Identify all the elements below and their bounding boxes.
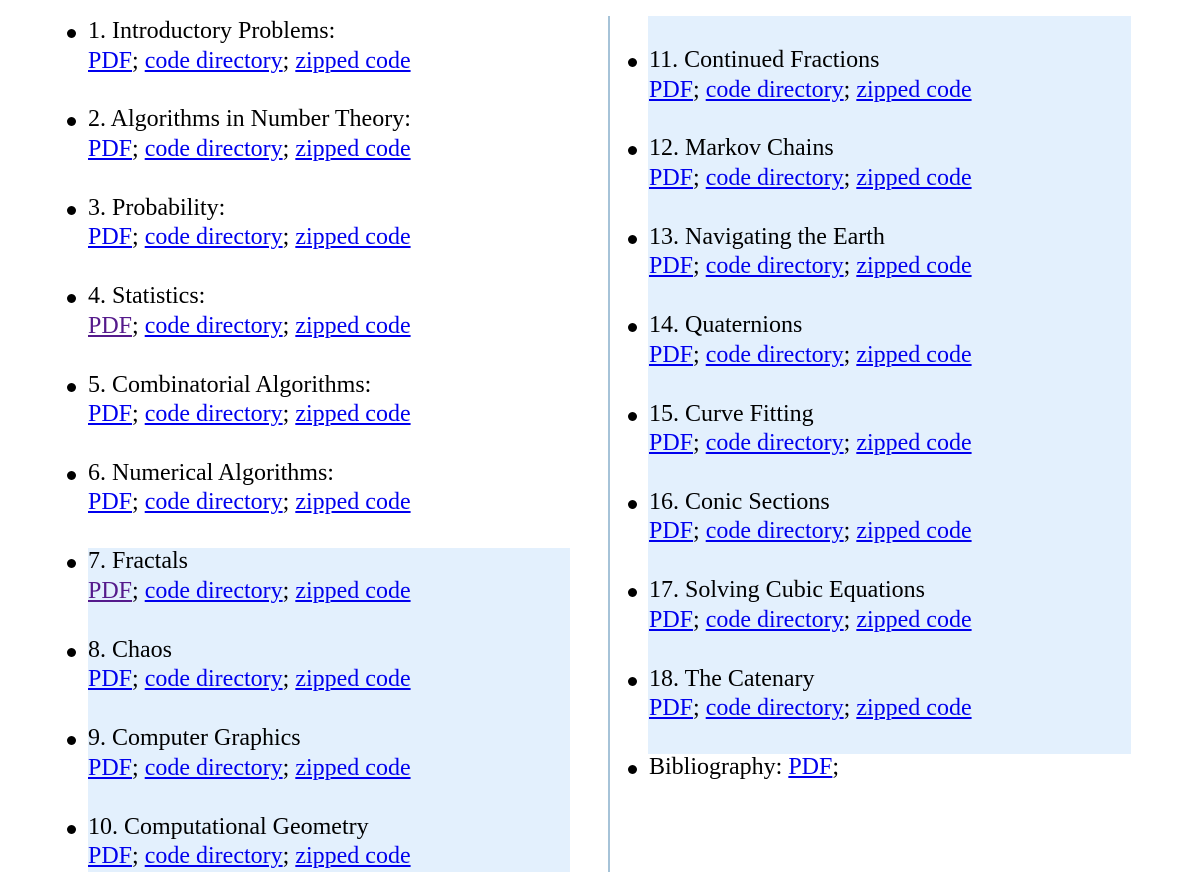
separator: ;	[693, 606, 700, 633]
separator: ;	[843, 253, 851, 280]
code-directory-link[interactable]: code directory	[144, 754, 283, 781]
pdf-link[interactable]: PDF	[88, 401, 133, 428]
separator: ;	[132, 47, 139, 74]
zipped-code-link[interactable]: zipped code	[295, 666, 411, 693]
chapter-title: 7. Fractals	[88, 548, 188, 575]
separator: ;	[132, 224, 139, 251]
bibliography-label: Bibliography:	[649, 754, 783, 781]
chapter-links	[88, 400, 584, 430]
chapter-title: 3. Probability:	[88, 194, 226, 221]
chapter-title: 9. Computer Graphics	[88, 725, 301, 752]
chapter-title: 10. Computational Geometry	[88, 813, 369, 840]
code-directory-link[interactable]: code directory	[705, 253, 844, 280]
pdf-link[interactable]: PDF	[649, 253, 694, 280]
separator: ;	[282, 843, 290, 870]
bullet-icon	[628, 588, 637, 597]
bibliography-item	[625, 753, 1165, 841]
code-directory-link[interactable]: code directory	[144, 401, 283, 428]
separator: ;	[282, 754, 290, 781]
bullet-icon	[628, 323, 637, 332]
chapter-title: 18. The Catenary	[649, 665, 815, 692]
separator: ;	[282, 489, 290, 516]
zipped-code-link[interactable]: zipped code	[295, 401, 411, 428]
separator: ;	[132, 135, 139, 162]
chapter-links	[88, 577, 584, 607]
bullet-icon	[67, 559, 76, 568]
pdf-link[interactable]: PDF	[88, 666, 133, 693]
separator: ;	[843, 164, 851, 191]
separator: ;	[282, 666, 290, 693]
separator: ;	[693, 341, 700, 368]
chapter-title: 17. Solving Cubic Equations	[649, 577, 925, 604]
zipped-code-link[interactable]: zipped code	[856, 518, 972, 545]
separator: ;	[132, 577, 139, 604]
zipped-code-link[interactable]: zipped code	[856, 76, 972, 103]
code-directory-link[interactable]: code directory	[144, 312, 283, 339]
pdf-link[interactable]: PDF	[649, 606, 694, 633]
separator: ;	[282, 224, 290, 251]
zipped-code-link[interactable]: zipped code	[295, 489, 411, 516]
separator: ;	[132, 754, 139, 781]
separator: ;	[693, 164, 700, 191]
separator: ;	[693, 430, 700, 457]
bullet-icon	[628, 677, 637, 686]
chapter-title: 8. Chaos	[88, 636, 172, 663]
chapter-item	[625, 311, 1165, 399]
code-directory-link[interactable]: code directory	[705, 695, 844, 722]
pdf-link[interactable]: PDF	[88, 135, 133, 162]
bullet-icon	[67, 471, 76, 480]
pdf-link[interactable]: PDF	[649, 341, 694, 368]
chapter-item	[64, 724, 584, 812]
chapter-title: 2. Algorithms in Number Theory:	[88, 106, 411, 133]
separator: ;	[843, 518, 851, 545]
bullet-icon	[628, 500, 637, 509]
chapter-title: 12. Markov Chains	[649, 135, 834, 162]
zipped-code-link[interactable]: zipped code	[295, 577, 411, 604]
chapter-title: 13. Navigating the Earth	[649, 223, 885, 250]
chapter-links	[649, 76, 1165, 106]
pdf-link[interactable]: PDF	[88, 224, 133, 251]
chapter-links	[88, 135, 584, 165]
chapter-links	[88, 488, 584, 518]
chapter-title: 16. Conic Sections	[649, 488, 830, 515]
code-directory-link[interactable]: code directory	[144, 577, 283, 604]
separator: ;	[843, 606, 851, 633]
separator: ;	[282, 577, 290, 604]
chapter-item	[64, 371, 584, 459]
separator: ;	[693, 76, 700, 103]
chapter-links	[88, 754, 584, 784]
zipped-code-link[interactable]: zipped code	[856, 606, 972, 633]
code-directory-link[interactable]: code directory	[144, 666, 283, 693]
chapter-item	[64, 459, 584, 547]
chapter-item	[625, 46, 1165, 134]
zipped-code-link[interactable]: zipped code	[295, 754, 411, 781]
separator: ;	[132, 843, 139, 870]
chapter-item	[625, 400, 1165, 488]
bullet-icon	[628, 58, 637, 67]
separator: ;	[843, 430, 851, 457]
chapter-item	[64, 813, 584, 892]
pdf-link[interactable]: PDF	[649, 164, 694, 191]
separator: ;	[132, 401, 139, 428]
chapter-links	[88, 223, 584, 253]
chapter-links	[88, 665, 584, 695]
chapter-title: 6. Numerical Algorithms:	[88, 459, 334, 486]
chapter-title: 1. Introductory Problems:	[88, 18, 336, 44]
zipped-code-link[interactable]: zipped code	[295, 47, 411, 74]
pdf-link[interactable]: PDF	[88, 577, 133, 604]
chapter-item	[64, 636, 584, 724]
separator: ;	[282, 135, 290, 162]
bullet-icon	[67, 648, 76, 657]
chapter-title: 5. Combinatorial Algorithms:	[88, 371, 372, 398]
chapter-title: 11. Continued Fractions	[649, 47, 880, 73]
pdf-link[interactable]: PDF	[88, 489, 133, 516]
pdf-link[interactable]: PDF	[88, 312, 133, 339]
separator: ;	[132, 312, 139, 339]
separator: ;	[693, 253, 700, 280]
bullet-icon	[67, 825, 76, 834]
code-directory-link[interactable]: code directory	[144, 135, 283, 162]
bullet-icon	[67, 206, 76, 215]
chapter-list-left	[64, 17, 584, 892]
code-directory-link[interactable]: code directory	[705, 76, 844, 103]
column-divider	[608, 16, 610, 872]
chapter-item	[64, 194, 584, 282]
code-directory-link[interactable]: code directory	[705, 606, 844, 633]
code-directory-link[interactable]: code directory	[144, 224, 283, 251]
separator: ;	[843, 76, 851, 103]
chapter-title: 15. Curve Fitting	[649, 400, 814, 427]
bibliography-pdf-link[interactable]: PDF	[788, 754, 833, 781]
zipped-code-link[interactable]: zipped code	[856, 164, 972, 191]
separator: ;	[282, 47, 290, 74]
zipped-code-link[interactable]: zipped code	[856, 341, 972, 368]
chapter-item	[64, 17, 584, 105]
chapter-item	[625, 576, 1165, 664]
bullet-icon	[628, 765, 637, 774]
chapter-list-right	[625, 46, 1165, 842]
chapter-title: 4. Statistics:	[88, 283, 206, 310]
chapter-item	[64, 282, 584, 370]
chapter-item	[64, 105, 584, 193]
pdf-link[interactable]: PDF	[649, 430, 694, 457]
chapter-links	[649, 606, 1165, 636]
code-directory-link[interactable]: code directory	[705, 518, 844, 545]
chapter-links	[649, 164, 1165, 194]
chapter-title: 14. Quaternions	[649, 312, 803, 339]
zipped-code-link[interactable]: zipped code	[856, 253, 972, 280]
zipped-code-link[interactable]: zipped code	[295, 135, 411, 162]
chapter-links	[88, 47, 584, 77]
zipped-code-link[interactable]: zipped code	[295, 843, 411, 870]
bullet-icon	[628, 235, 637, 244]
separator: ;	[843, 695, 851, 722]
bullet-icon	[67, 294, 76, 303]
separator: ;	[132, 666, 139, 693]
chapter-links	[649, 517, 1165, 547]
bullet-icon	[67, 736, 76, 745]
bullet-icon	[628, 146, 637, 155]
chapter-item	[625, 665, 1165, 753]
bullet-icon	[67, 29, 76, 38]
chapter-links	[88, 842, 584, 872]
pdf-link[interactable]: PDF	[649, 518, 694, 545]
separator: ;	[132, 489, 139, 516]
pdf-link[interactable]: PDF	[88, 843, 133, 870]
zipped-code-link[interactable]: zipped code	[295, 312, 411, 339]
code-directory-link[interactable]: code directory	[705, 341, 844, 368]
separator: ;	[282, 401, 290, 428]
chapter-links	[88, 312, 584, 342]
pdf-link[interactable]: PDF	[649, 76, 694, 103]
code-directory-link[interactable]: code directory	[144, 489, 283, 516]
bullet-icon	[628, 412, 637, 421]
chapter-links	[649, 341, 1165, 371]
chapter-links	[649, 252, 1165, 282]
zipped-code-link[interactable]: zipped code	[856, 695, 972, 722]
code-directory-link[interactable]: code directory	[705, 430, 844, 457]
chapter-links	[649, 429, 1165, 459]
bullet-icon	[67, 117, 76, 126]
pdf-link[interactable]: PDF	[649, 695, 694, 722]
separator: ;	[282, 312, 290, 339]
code-directory-link[interactable]: code directory	[144, 47, 283, 74]
separator: ;	[693, 518, 700, 545]
chapter-item	[64, 547, 584, 635]
chapter-item	[625, 223, 1165, 311]
separator: ;	[832, 754, 840, 781]
zipped-code-link[interactable]: zipped code	[856, 430, 972, 457]
chapter-links	[649, 694, 1165, 724]
pdf-link[interactable]: PDF	[88, 754, 133, 781]
code-directory-link[interactable]: code directory	[705, 164, 844, 191]
chapter-item	[625, 134, 1165, 222]
bullet-icon	[67, 383, 76, 392]
separator: ;	[843, 341, 851, 368]
separator: ;	[693, 695, 700, 722]
zipped-code-link[interactable]: zipped code	[295, 224, 411, 251]
chapter-item	[625, 488, 1165, 576]
pdf-link[interactable]: PDF	[88, 47, 133, 74]
code-directory-link[interactable]: code directory	[144, 843, 283, 870]
